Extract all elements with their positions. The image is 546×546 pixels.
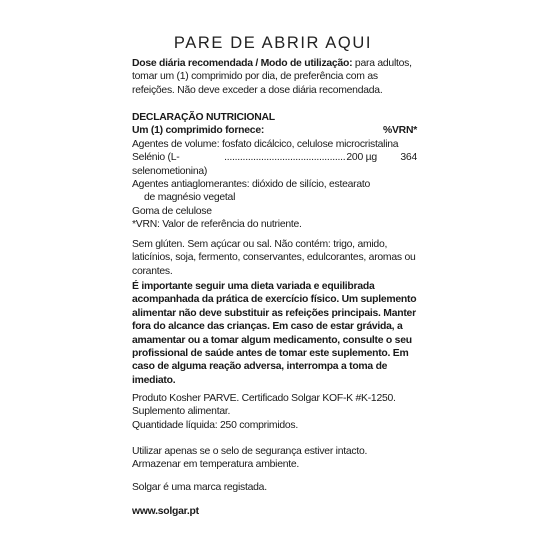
warning-section bbox=[132, 280, 417, 387]
free-from-section bbox=[132, 238, 417, 278]
storage-section bbox=[132, 445, 417, 472]
selenium-amount: 200 µg bbox=[346, 152, 377, 164]
vrn-header: %VRN* bbox=[383, 125, 417, 137]
selenium-name: Selénio (L-selenometionina) bbox=[132, 152, 208, 177]
kosher-line: Produto Kosher PARVE. Certificado Solgar KOF-K #K-1250. bbox=[132, 393, 396, 404]
nutrition-header-row bbox=[132, 124, 417, 137]
vrn-footnote: *VRN: Valor de referência do nutriente. bbox=[132, 219, 302, 231]
quantity-line: Quantidade líquida: 250 comprimidos. bbox=[132, 419, 299, 431]
website-link[interactable]: www.solgar.pt bbox=[132, 506, 199, 517]
nutrition-title: DECLARAÇÃO NUTRICIONAL bbox=[132, 112, 275, 123]
dosage-section bbox=[132, 57, 417, 97]
product-info-section bbox=[132, 392, 417, 432]
cellulose-gum: Goma de celulose bbox=[132, 205, 212, 217]
warning-text: É importante seguir uma dieta variada e equilibrada acompanhada da prática de exercício físico. Um suplemento alimentar não deve substituir as refeições principais. Manter fora do alcance das crianças. Em caso de estar grávida, a amamentar ou a tomar algum medicamento, consulte o seu profissional de saúde antes de tomar este suplemento. Em caso de alguma reação adversa, interrompa a toma de imediato. bbox=[132, 281, 417, 386]
tear-here-heading: PARE DE ABRIR AQUI bbox=[173, 34, 373, 52]
nutrition-section bbox=[132, 111, 417, 232]
selenium-dots: .............................................. bbox=[224, 152, 346, 164]
anticaking-agents: Agentes antiaglomerantes: dióxido de silício, estearato bbox=[132, 179, 371, 191]
dosage-paragraph bbox=[132, 57, 417, 97]
anticaking-agents-cont: de magnésio vegetal bbox=[144, 192, 236, 204]
selenium-vrn: 364 bbox=[400, 152, 417, 164]
website-section bbox=[132, 505, 417, 518]
trademark-section bbox=[132, 481, 417, 494]
dosage-text: para adultos, tomar um (1) comprimido por dia, de preferência com as refeições. Não deve exceder a dose diária recomendada. bbox=[132, 58, 412, 96]
per-serving-label: Um (1) comprimido fornece: bbox=[132, 125, 265, 137]
trademark-text: Solgar é uma marca registada. bbox=[132, 482, 267, 493]
bulking-agents: Agentes de volume: fosfato dicálcico, celulose microcristalina bbox=[132, 138, 399, 150]
free-from-text: Sem glúten. Sem açúcar ou sal. Não contém: trigo, amido, laticínios, soja, fermento, conservantes, edulcorantes, aromas ou corantes. bbox=[132, 239, 416, 277]
dosage-label: Dose diária recomendada / Modo de utilização: bbox=[132, 58, 353, 69]
supplement-line: Suplemento alimentar. bbox=[132, 406, 231, 418]
selenium-row bbox=[132, 151, 417, 178]
storage-text: Utilizar apenas se o selo de segurança estiver intacto. Armazenar em temperatura ambiente. bbox=[132, 446, 368, 471]
